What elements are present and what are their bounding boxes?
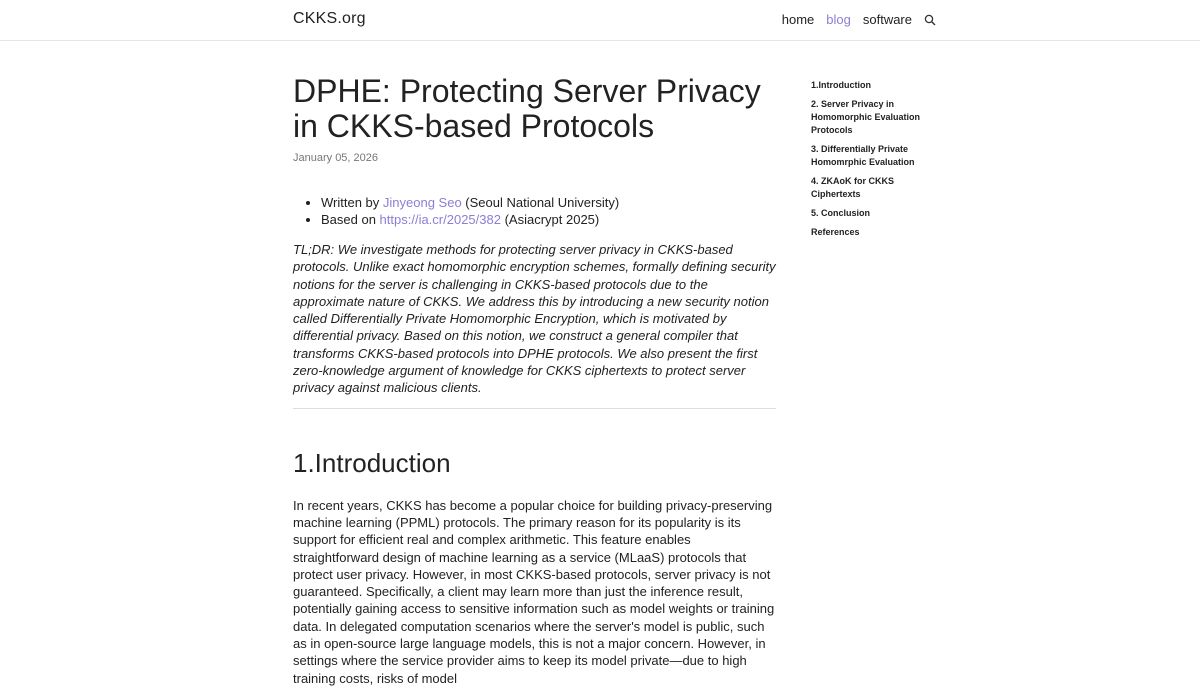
toc-item-introduction[interactable]: 1.Introduction <box>811 80 871 90</box>
toc-item-references[interactable]: References <box>811 227 860 237</box>
toc-item-server-privacy[interactable]: 2. Server Privacy in Homomorphic Evaluation Protocols <box>811 99 921 135</box>
paper-venue: (Asiacrypt 2025) <box>500 212 600 227</box>
introduction-paragraph: In recent years, CKKS has become a popular choice for building privacy-preserving machine learning (PPML) protocols. The primary reason for its popularity is its support for efficient real and complex arithmetic. This feature enables straightforward design of machine learning as a service (MLaaS) protocols that protect user privacy. However, in most CKKS-based protocols, server privacy is not guaranteed. Specifically, a client may learn more than just the inference result, potentially gaining access to sensitive information such as model weights or training data. In delegated computation scenarios where the server's model is public, such as in open-source large language models, this is not a major concern. However, in settings where the service provider aims to keep its model private—due to high training costs, risks of model <box>293 497 775 686</box>
section-divider <box>293 408 776 409</box>
based-on-line <box>321 211 776 228</box>
toc-item-zkaok[interactable]: 4. ZKAoK for CKKS Ciphertexts <box>811 176 894 199</box>
post-meta-list <box>293 194 776 228</box>
nav-links <box>770 12 938 27</box>
table-of-contents <box>811 79 921 245</box>
section-introduction-heading: 1.Introduction <box>293 447 451 478</box>
post-title: DPHE: Protecting Server Privacy in CKKS-based Protocols <box>293 73 761 144</box>
author-link[interactable]: Jinyeong Seo <box>382 195 462 210</box>
post-content <box>293 40 776 687</box>
paper-link[interactable]: https://ia.cr/2025/382 <box>379 212 501 227</box>
nav-software-link[interactable]: software <box>862 12 912 27</box>
author-affiliation: (Seoul National University) <box>461 195 620 210</box>
top-navbar <box>0 0 1200 41</box>
toc-item-differentially-private[interactable]: 3. Differentially Private Homomrphic Evaluation <box>811 144 915 167</box>
nav-home-link[interactable]: home <box>781 12 815 27</box>
site-brand-link[interactable]: CKKS.org <box>293 10 366 27</box>
author-line <box>321 194 776 211</box>
nav-blog-link[interactable]: blog <box>826 12 851 27</box>
tldr-paragraph: TL;DR: We investigate methods for protecting server privacy in CKKS-based protocols. Unlike exact homomorphic encryption schemes, formally defining security notions for the server is challenging in CKKS-based protocols due to the approximate nature of CKKS. We address this by introducing a new security notion called Differentially Private Homomorphic Encryption, which is motivated by differential privacy. Based on this notion, we construct a general compiler that transforms CKKS-based protocols into DPHE protocols. We also present the first zero-knowledge argument of knowledge for CKKS ciphertexts to protect server privacy against malicious clients. <box>293 242 776 396</box>
search-icon[interactable] <box>924 13 938 27</box>
written-by-label: Written by <box>321 195 383 210</box>
search-icon-glyph <box>924 14 936 26</box>
post-date: January 05, 2026 <box>293 152 379 164</box>
based-on-label: Based on <box>321 212 380 227</box>
toc-item-conclusion[interactable]: 5. Conclusion <box>811 208 871 218</box>
